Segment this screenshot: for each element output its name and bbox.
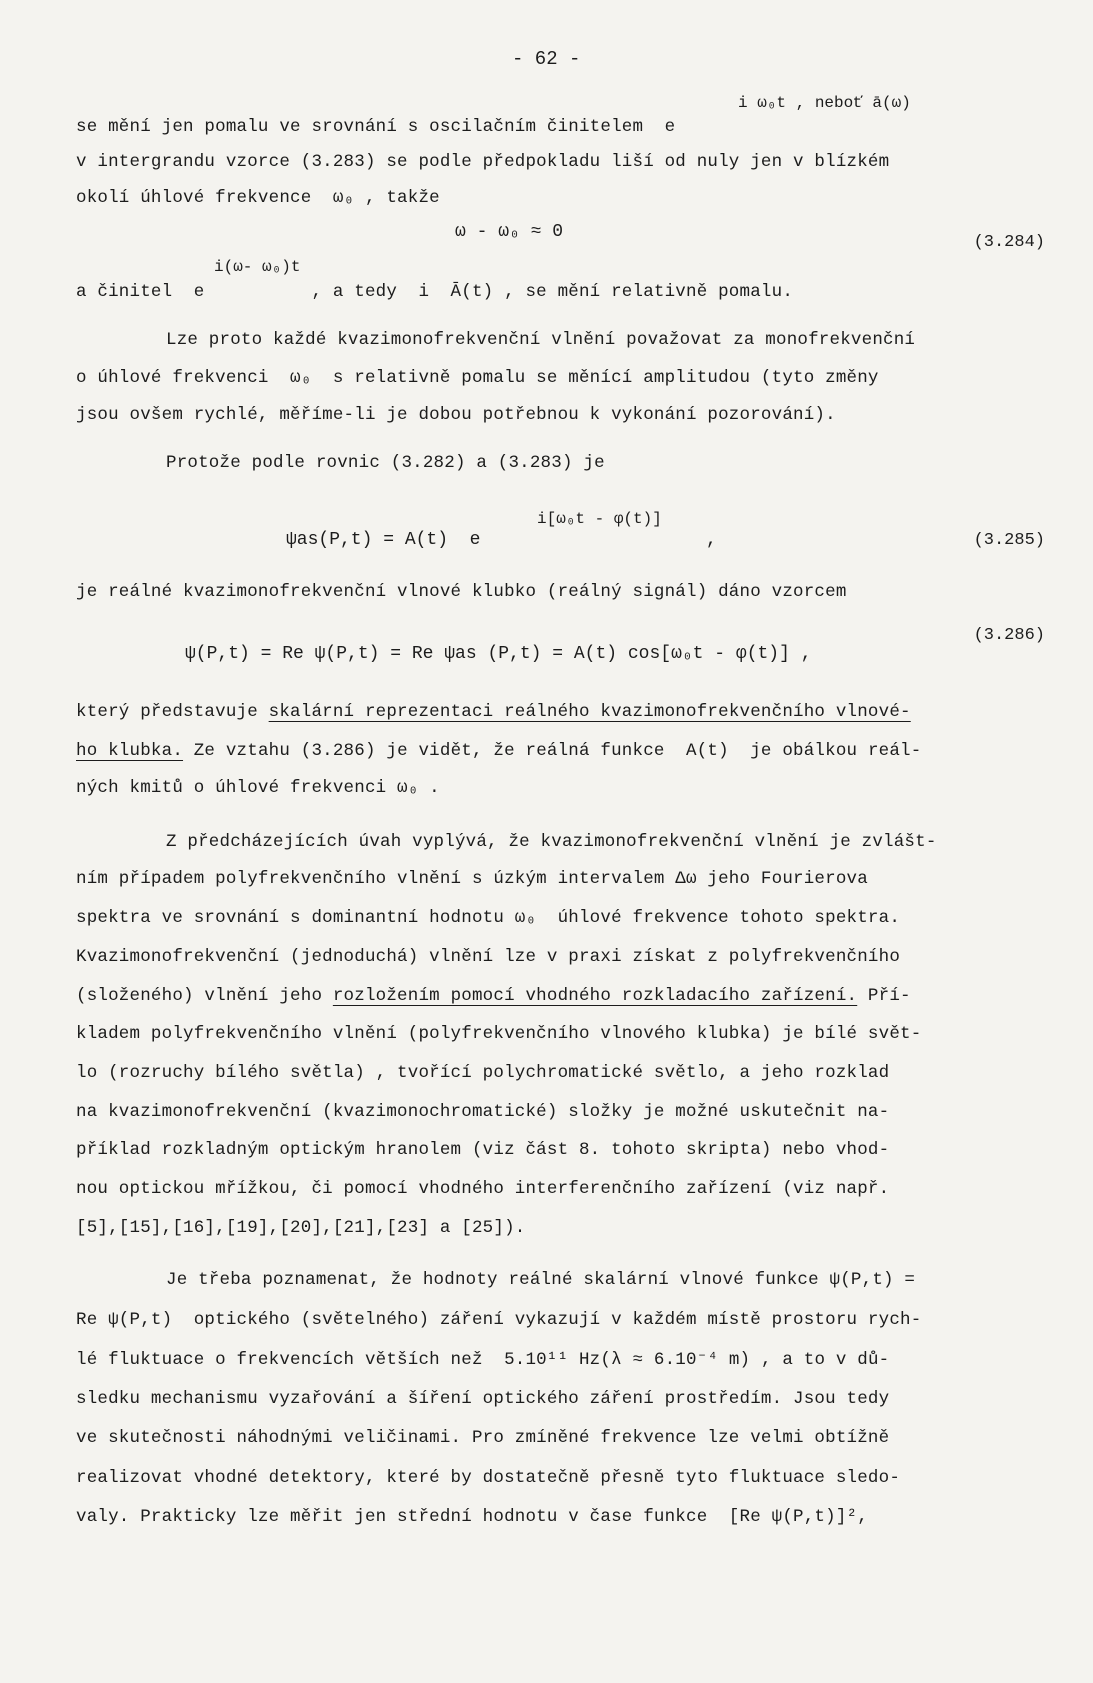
underlined-term: rozložením pomocí vhodného rozkladacího zařízení. [332, 986, 858, 1006]
text-line: ných kmitů o úhlové frekvenci ω₀ . [76, 778, 440, 798]
text-line: sledku mechanismu vyzařování a šíření optického záření prostředím. Jsou tedy [76, 1389, 890, 1409]
text-line: o úhlové frekvenci ω₀ s relativně pomalu se měnící amplitudou (tyto změny [76, 368, 879, 388]
underlined-term: ho klubka. [76, 741, 184, 761]
text-line: Z předcházejících úvah vyplývá, že kvazimonofrekvenční vlnění je zvlášt- [166, 832, 937, 852]
text-line: příklad rozkladným optickým hranolem (viz část 8. tohoto skripta) nebo vhod- [76, 1140, 890, 1160]
text-span: který představuje [76, 702, 269, 722]
exponent-phase: i[ω₀t - φ(t)] [537, 510, 662, 528]
text-line: okolí úhlové frekvence ω₀ , takže [76, 188, 440, 208]
text-line: spektra ve srovnání s dominantní hodnotu ω₀ úhlové frekvence tohoto spektra. [76, 908, 901, 928]
text-line: Lze proto každé kvazimonofrekvenční vlnění považovat za monofrekvenční [166, 330, 916, 350]
text-line: valy. Prakticky lze měřit jen střední hodnotu v čase funkce [Re ψ(P,t)]², [76, 1507, 868, 1527]
text-line [76, 741, 921, 761]
text-line [76, 702, 911, 722]
text-span: Pří- [857, 986, 911, 1006]
underlined-term: skalární reprezentaci reálného kvazimonofrekvenčního vlnové- [268, 702, 911, 722]
exponent-oscillation: i ω₀t , neboť ā(ω) [738, 94, 911, 112]
text-line: se mění jen pomalu ve srovnání s oscilačním činitelem e [76, 117, 676, 137]
equation-number: (3.286) [973, 626, 1045, 645]
text-line: Je třeba poznamenat, že hodnoty reálné skalární vlnové funkce ψ(P,t) = [166, 1270, 916, 1290]
equation-comma: , [706, 530, 717, 550]
text-line: a činitel e , a tedy i Ā(t) , se mění relativně pomalu. [76, 282, 794, 302]
text-line: v intergrandu vzorce (3.283) se podle předpokladu liší od nuly jen v blízkém [76, 152, 890, 172]
equation-3-284: ω - ω₀ ≈ 0 [455, 222, 564, 242]
text-line: ním případem polyfrekvenčního vlnění s úzkým intervalem Δω jeho Fourierova [76, 869, 868, 889]
text-line: Kvazimonofrekvenční (jednoduchá) vlnění lze v praxi získat z polyfrekvenčního [76, 947, 901, 967]
equation-3-285: ψas(P,t) = A(t) e [286, 530, 481, 550]
text-span: (složeného) vlnění jeho [76, 986, 333, 1006]
text-line: na kvazimonofrekvenční (kvazimonochromatické) složky je možné uskutečnit na- [76, 1102, 890, 1122]
text-line: ve skutečnosti náhodnými veličinami. Pro zmíněné frekvence lze velmi obtížně [76, 1428, 890, 1448]
text-line [76, 986, 911, 1006]
text-span: Ze vztahu (3.286) je vidět, že reálná funkce A(t) je obálkou reál- [183, 741, 922, 761]
text-line: realizovat vhodné detektory, které by dostatečně přesně tyto fluktuace sledo- [76, 1468, 901, 1488]
text-line: kladem polyfrekvenčního vlnění (polyfrekvenčního vlnového klubka) je bílé svět- [76, 1024, 922, 1044]
equation-number: (3.285) [973, 531, 1045, 550]
text-line: Re ψ(P,t) optického (světelného) záření vykazují v každém místě prostoru rych- [76, 1310, 922, 1330]
text-line: lo (rozruchy bílého světla) , tvořící polychromatické světlo, a jeho rozklad [76, 1063, 890, 1083]
text-line: Protože podle rovnic (3.282) a (3.283) je [166, 453, 605, 473]
exponent-envelope: i(ω- ω₀)t [214, 258, 301, 276]
text-line: je reálné kvazimonofrekvenční vlnové klubko (reálný signál) dáno vzorcem [76, 582, 847, 602]
equation-number: (3.284) [973, 233, 1045, 252]
equation-3-286: ψ(P,t) = Re ψ(P,t) = Re ψas (P,t) = A(t) cos[ω₀t - φ(t)] , [185, 644, 812, 664]
page-number: - 62 - [512, 48, 581, 70]
text-line: jsou ovšem rychlé, měříme-li je dobou potřebnou k vykonání pozorování). [76, 405, 836, 425]
text-line: lé fluktuace o frekvencích větších než 5.10¹¹ Hz(λ ≈ 6.10⁻⁴ m) , a to v dů- [76, 1350, 890, 1370]
text-line: [5],[15],[16],[19],[20],[21],[23] a [25]). [76, 1218, 526, 1238]
text-line: nou optickou mřížkou, či pomocí vhodného interferenčního zařízení (viz např. [76, 1179, 890, 1199]
